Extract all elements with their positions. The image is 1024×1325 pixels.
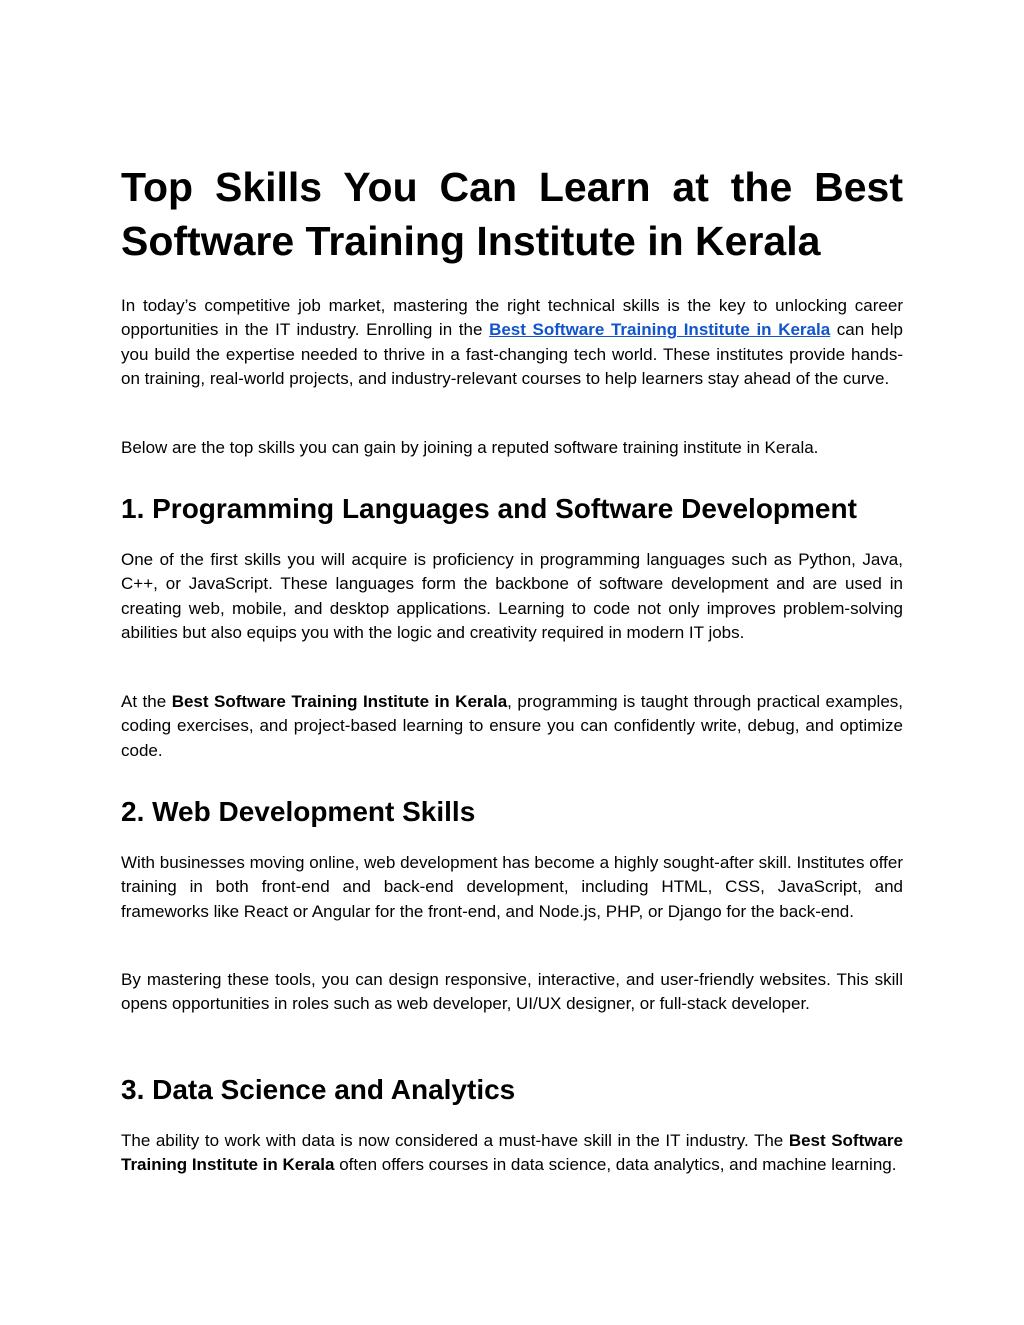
section-3-heading: 3. Data Science and Analytics xyxy=(121,1074,516,1105)
section-2-paragraph-1: With businesses moving online, web development has become a highly sought-after skill. Institutes offer training in both front-end and back-end development, including HTML, CSS, JavaScript, and frameworks like React or Angular for the front-end, and Node.js, PHP, or Django for the back-end. xyxy=(121,853,903,921)
intro-text-start: In today’s competitive job market, mastering the right technical skills is the key to unlocking career opportunities in the IT industry. Enrolling in the xyxy=(121,296,903,340)
section-1-p2-bold: Best Software Training Institute in Kerala xyxy=(171,692,508,711)
section-3-p1-end: often offers courses in data science, data analytics, and machine learning. xyxy=(334,1155,897,1175)
section-3-p1-start: The ability to work with data is now considered a must-have skill in the IT industry. The xyxy=(121,1131,789,1150)
section-1-paragraph-2 xyxy=(121,690,903,763)
section-1-paragraph-1: One of the first skills you will acquire is proficiency in programming languages such as Python, Java, C++, or JavaScript. These languages form the backbone of software development and are used in creating web, mobile, and desktop applications. Learning to code not only improves problem-solving abilities but also equips you with the logic and creativity required in modern IT jobs. xyxy=(121,550,903,643)
section-1-p2-start: At the xyxy=(121,692,172,711)
training-institute-link[interactable]: Best Software Training Institute in Kerala xyxy=(489,320,831,340)
section-1-p2-end: , programming is taught through practical examples, coding exercises, and project-based learning to ensure you can confidently write, debug, and optimize code. xyxy=(121,692,903,760)
section-1-heading: 1. Programming Languages and Software Development xyxy=(121,493,857,524)
below-paragraph: Below are the top skills you can gain by joining a reputed software training institute in Kerala. xyxy=(121,438,819,457)
intro-text-end: can help you build the expertise needed to thrive in a fast-changing tech world. These institutes provide hands-on training, real-world projects, and industry-relevant courses to help learners stay ahead of the curve. xyxy=(121,320,903,389)
document-title xyxy=(121,160,903,268)
intro-paragraph xyxy=(121,294,903,392)
title-line-2: Software Training Institute in Kerala xyxy=(121,218,821,264)
section-3-paragraph-1 xyxy=(121,1129,903,1178)
section-3-p1-bold: Best Software Training Institute in Kerala xyxy=(121,1131,903,1175)
section-2-heading: 2. Web Development Skills xyxy=(121,796,476,827)
section-2-paragraph-2: By mastering these tools, you can design responsive, interactive, and user-friendly websites. This skill opens opportunities in roles such as web developer, UI/UX designer, or full-stack developer. xyxy=(121,970,903,1014)
title-line-1: Top Skills You Can Learn at the Best xyxy=(121,164,903,210)
